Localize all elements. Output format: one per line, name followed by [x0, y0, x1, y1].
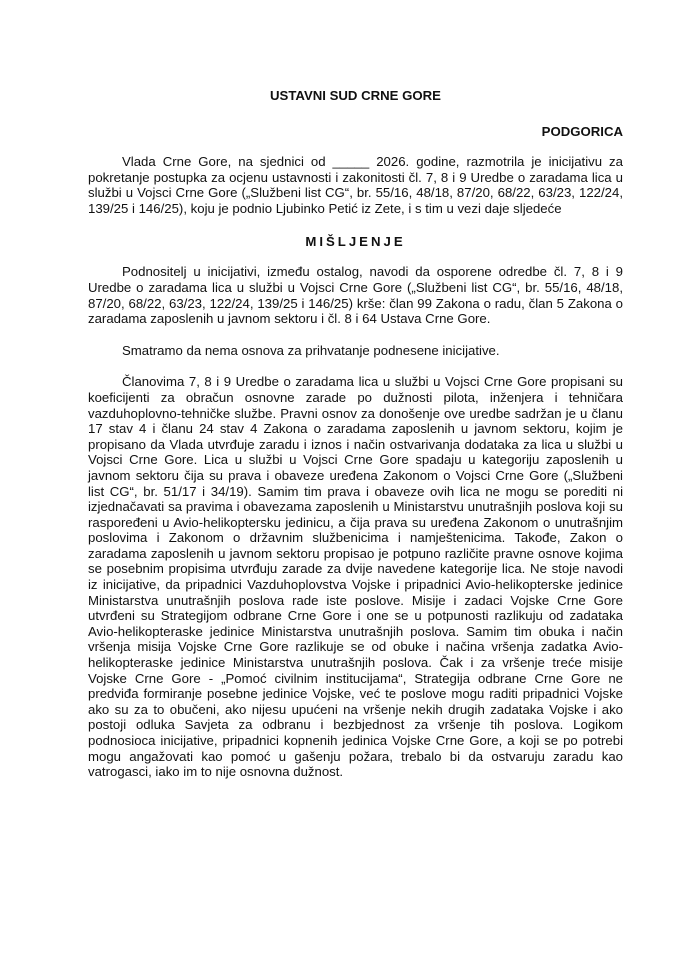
opinion-heading: MIŠLJENJE [305, 234, 406, 250]
intro-paragraph: Vlada Crne Gore, na sjednici od _____ 2026. godine, razmotrila je inicijativu za pokretanje postupka za ocjenu ustavnosti i zakonitosti čl. 7, 8 i 9 Uredbe o zaradama lica u službi u Vojsci Crne Gore („Službeni list CG“, br. 55/16, 48/18, 87/20, 68/22, 63/23, 122/24, 139/25 i 146/25), koju je podnio Ljubinko Petić iz Zete, i s tim u vezi daje sljedeće [88, 154, 623, 216]
paragraph-conclusion: Smatramo da nema osnova za prihvatanje podnesene inicijative. [122, 342, 500, 358]
paragraph-reasoning: Članovima 7, 8 i 9 Uredbe o zaradama lica u službi u Vojsci Crne Gore propisani su koeficijenti za obračun osnovne zarade po dužnosti pilota, inženjera i tehničara vazduhoplovno-tehničke službe. Pravni osnov za donošenje ove uredbe sadržan je u članu 17 stav 4 i članu 24 stav 4 Zakona o zaradama zaposlenih u javnom sektoru, kojim je propisano da Vlada utvrđuje zaradu i iznos i način ostvarivanja dodataka za lica u službi u Vojsci Crne Gore. Lica u službi u Vojsci Crne Gore spadaju u kategoriju zaposlenih u javnom sektoru čija su prava i obaveze uređena Zakonom o Vojsci Crne Gore („Službeni list CG“, br. 51/17 i 34/19). Samim tim prava i obaveze ovih lica ne mogu se porediti ni izjednačavati sa pravima i obavezama zaposlenih u Ministarstvu unutrašnjih poslova koji su raspoređeni u Avio-helikoptersku jedinicu, a čija prava su uređena Zakonom o unutrašnjim poslovima i Zakonom o državnim službenicima i namještenicima. Takođe, Zakon o zaradama zaposlenih u javnom sektoru propisao je potpuno različite pravne osnove kojima se posebnim propisima utvrđuju zarade za dvije navedene kategorije lica. Ne stoje navodi iz inicijative, da pripadnici Vazduhoplovstva Vojske i pripadnici Avio-helikopterske jedinice Ministarstva unutrašnjih poslova rade iste poslove. Misije i zadaci Vojske Crne Gore utvrđeni su Strategijom odbrane Crne Gore i one se u potpunosti razlikuju od zadataka Avio-helikopteraske jedinice Ministarstva unutrašnjih poslova. Samim tim obuka i način vršenja misija Vojske Crne Gore razlikuje se od obuke i načina vršenja zadatka Avio-helikopteraske jedinice Ministarstva unutrašnjih poslova. Čak i za vršenje treće misije Vojske Crne Gore - „Pomoć civilnim institucijama“, Strategija odbrane Crne Gore ne predviđa formiranje posebne jedinice Vojske, već te poslove mogu raditi pripadnici Vojske ako su za to obučeni, ako nijesu upućeni na vršenje nekih drugih zadataka Vojske i ako postoji odluka Savjeta za odbranu i bezbjednost za vršenje tih poslova. Logikom podnosioca inicijative, pripadnici kopnenih jedinica Vojske Crne Gore, a koji se po potrebi mogu angažovati kao pomoć u gašenju požara, trebalo bi da ostvaruju zaradu kao vatrogasci, iako im to nije osnovna dužnost. [88, 374, 623, 780]
paragraph-claims: Podnositelj u inicijativi, između ostalog, navodi da osporene odredbe čl. 7, 8 i 9 Uredbe o zaradama lica u službi u Vojsci Crne Gore („Službeni list CG“, br. 55/16, 48/18, 87/20, 68/22, 63/23, 122/24, 139/25 i 146/25) krše: član 99 Zakona o radu, član 5 Zakona o zaradama zaposlenih u javnom sektoru i čl. 8 i 64 Ustava Crne Gore. [88, 264, 623, 327]
court-title: USTAVNI SUD CRNE GORE [270, 88, 441, 103]
city-name: PODGORICA [541, 124, 623, 139]
